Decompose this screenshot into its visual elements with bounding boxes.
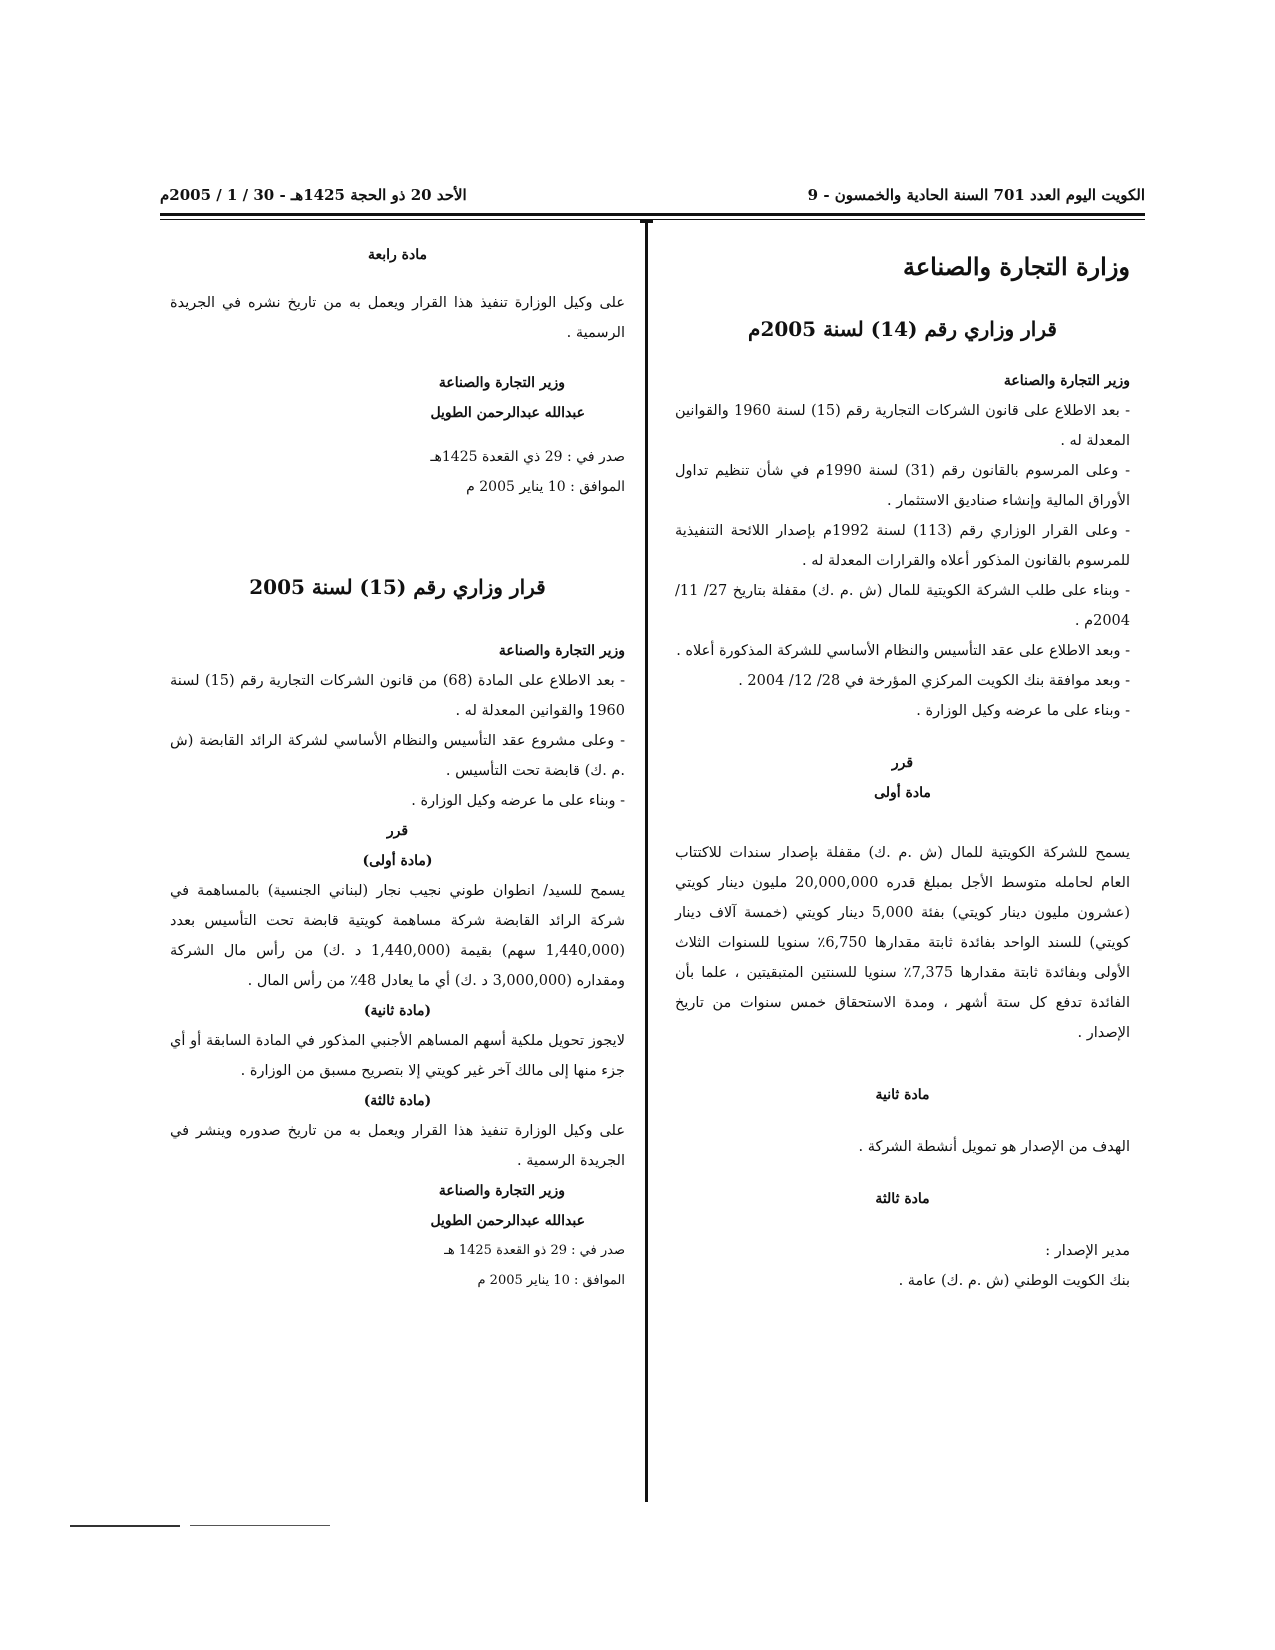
signature-title-2: وزير التجارة والصناعة [438, 1183, 565, 1199]
article-2-title: مادة ثانية [875, 1087, 930, 1103]
preamble-item: - وبناء على طلب الشركة الكويتية للمال (ش .م .ك) مقفلة بتاريخ 27/ 11/ 2004م . [675, 583, 1130, 629]
ministry-heading: وزارة التجارة والصناعة [902, 252, 1130, 281]
article-3-line: مدير الإصدار : [1045, 1243, 1130, 1259]
footer-rule-thin [190, 1525, 330, 1526]
article-3-title: مادة ثالثة [875, 1191, 930, 1207]
preamble-item: - وعلى المرسوم بالقانون رقم (31) لسنة 1990م في شأن تنظيم تداول الأوراق المالية وإنشاء صناديق الاستثمار . [675, 463, 1130, 509]
decision-15-article-2-title: (مادة ثانية) [363, 1003, 432, 1019]
decision-15-title: قرار وزاري رقم (15) لسنة 2005 [249, 575, 546, 599]
corresponding-date-2: الموافق : 10 يناير 2005 م [477, 1273, 625, 1288]
article-4-text: على وكيل الوزارة تنفيذ هذا القرار ويعمل به من تاريخ نشره في الجريدة الرسمية . [170, 295, 625, 341]
preamble-2-item: - بعد الاطلاع على المادة (68) من قانون الشركات التجارية رقم (15) لسنة 1960 والقوانين المعدلة له . [170, 673, 625, 719]
article-1-title: مادة أولى [874, 785, 931, 801]
right-column [675, 240, 1130, 1296]
decision-15-article-3-text: على وكيل الوزارة تنفيذ هذا القرار ويعمل به من تاريخ صدوره وينشر في الجريدة الرسمية . [170, 1123, 625, 1169]
article-4-title: مادة رابعة [367, 247, 427, 263]
preamble-item: - وعلى القرار الوزاري رقم (113) لسنة 1992م بإصدار اللائحة التنفيذية للمرسوم بالقانون المذكور أعلاه والقرارات المعدلة له . [675, 523, 1130, 569]
decision-14-title: قرار وزاري رقم (14) لسنة 2005م [748, 317, 1057, 341]
decision-15-article-1-text: يسمح للسيد/ انطوان طوني نجيب نجار (لبناني الجنسية) بالمساهمة في شركة الرائد القابضة شركة مساهمة كويتية قابضة تحت التأسيس بعدد (1,440,000 سهم) بقيمة (1,440,000 د .ك) من رأس مال الشركة ومقداره (3,000,000 د .ك) أي ما يعادل 48٪ من رأس المال . [170, 883, 625, 989]
decision-15-article-3-title: (مادة ثالثة) [363, 1093, 432, 1109]
issued-date-2: صدر في : 29 ذو القعدة 1425 هـ [444, 1243, 625, 1258]
signature-title: وزير التجارة والصناعة [438, 375, 565, 391]
article-1-text: يسمح للشركة الكويتية للمال (ش .م .ك) مقفلة بإصدار سندات للاكتتاب العام لحامله متوسط الأجل بمبلغ قدره 20,000,000 مليون دينار كويتي (عشرون مليون دينار كويتي) بفئة 5,000 دينار كويتي (خمسة آلاف دينار كويتي) للسند الواحد بفائدة ثابتة مقدارها 6,750٪ سنويا للسنوات الثلاث الأولى وبفائدة ثابتة مقدارها 7,375٪ سنويا للسنتين المتبقيتين ، علما بأن الفائدة تدفع كل ستة أشهر ، ومدة الاستحقاق خمس سنوات من تاريخ الإصدار . [675, 845, 1130, 1041]
article-2-text: الهدف من الإصدار هو تمويل أنشطة الشركة . [858, 1139, 1130, 1155]
decision-15-article-1-title: (مادة أولى) [362, 853, 433, 869]
article-3-line: بنك الكويت الوطني (ش .م .ك) عامة . [898, 1273, 1130, 1289]
header-rule [160, 213, 1145, 216]
signature-name: عبدالله عبدالرحمن الطويل [430, 405, 585, 421]
column-divider [645, 222, 648, 1502]
header-issue-info: الكويت اليوم العدد 701 السنة الحادية والخمسون - 9 [807, 186, 1145, 204]
preamble-item: - وبناء على ما عرضه وكيل الوزارة . [916, 703, 1130, 719]
signature-name-2: عبدالله عبدالرحمن الطويل [430, 1213, 585, 1229]
preamble-2-item: - وعلى مشروع عقد التأسيس والنظام الأساسي لشركة الرائد القابضة (ش .م .ك) قابضة تحت التأسيس . [170, 733, 625, 779]
left-column [170, 240, 625, 1296]
preamble-2-item: - وبناء على ما عرضه وكيل الوزارة . [411, 793, 625, 809]
corresponding-date: الموافق : 10 يناير 2005 م [466, 479, 625, 495]
header-date: الأحد 20 ذو الحجة 1425هـ - 30 / 1 / 2005م [160, 186, 467, 204]
decision-15-article-2-text: لايجوز تحويل ملكية أسهم المساهم الأجنبي المذكور في المادة السابقة أو أي جزء منها إلى مالك آخر غير كويتي إلا بتصريح مسبق من الوزارة . [170, 1033, 625, 1079]
minister-label: وزير التجارة والصناعة [1003, 373, 1130, 389]
preamble-item: - وبعد الاطلاع على عقد التأسيس والنظام الأساسي للشركة المذكورة أعلاه . [676, 643, 1130, 659]
decided-label: قرر [891, 755, 914, 771]
minister-label-2: وزير التجارة والصناعة [498, 643, 625, 659]
page-header [160, 170, 1145, 204]
preamble-item: - بعد الاطلاع على قانون الشركات التجارية رقم (15) لسنة 1960 والقوانين المعدلة له . [675, 403, 1130, 449]
decided-label-2: قرر [386, 823, 409, 839]
preamble-item: - وبعد موافقة بنك الكويت المركزي المؤرخة في 28/ 12/ 2004 . [738, 673, 1130, 689]
issued-date: صدر في : 29 ذي القعدة 1425هـ [430, 449, 625, 465]
footer-rule [70, 1525, 180, 1527]
